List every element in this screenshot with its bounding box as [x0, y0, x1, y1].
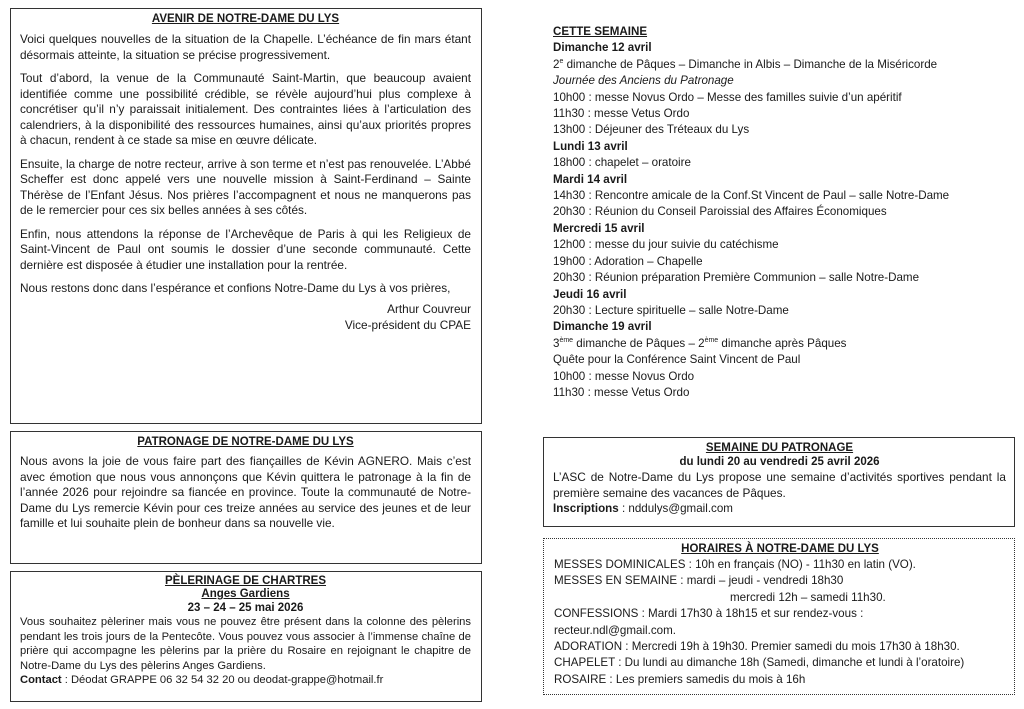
semaine-patronage-dates: du lundi 20 au vendredi 25 avril 2026	[679, 456, 880, 468]
horaires-line-3: mercredi 12h – samedi 11h30.	[730, 590, 886, 604]
semaine-line-19: 3ème dimanche de Pâques – 2ème dimanche après Pâques	[553, 336, 847, 350]
day-sunday-19: Dimanche 19 avril	[553, 320, 652, 334]
horaires-line-4: CONFESSIONS : Mardi 17h30 à 18h15 et sur rendez-vous :	[554, 607, 864, 621]
patronage-box	[10, 431, 482, 564]
chartres-box	[10, 571, 482, 702]
horaires-line-8: ROSAIRE : Les premiers samedis du mois à 16h	[554, 672, 806, 686]
day-tuesday-14: Mardi 14 avril	[553, 172, 628, 186]
semaine-title: CETTE SEMAINE	[553, 25, 648, 38]
patronage-text: Nous avons la joie de vous faire part des fiançailles de Kévin AGNERO. Mais c’est avec émotion que nous vous annonçons que Kévin quittera le patronage à la fin de l’année 2026 pour rejoindre sa fiancée en province. Toute la communauté de Notre-Dame du Lys remercie Kévin pour ces treize années au service des jeunes et de leur famille et lui souhaite plein de bonheur dans sa nouvelle vie.	[20, 454, 471, 530]
semaine-line-3: Journée des Anciens du Patronage	[553, 74, 734, 88]
horaires-line-7: CHAPELET : Du lundi au dimanche 18h (Samedi, dimanche et lundi à l’oratoire)	[554, 656, 965, 670]
semaine-line-4: 10h00 : messe Novus Ordo – Messe des familles suivie d’un apéritif	[553, 90, 902, 104]
horaires-title: HORAIRES À NOTRE-DAME DU LYS	[681, 543, 879, 555]
semaine-patronage-title: SEMAINE DU PATRONAGE	[705, 442, 854, 454]
horaires-line-2: MESSES EN SEMAINE : mardi – jeudi - vendredi 18h30	[554, 574, 844, 588]
semaine-line-2: 2e dimanche de Pâques – Dimanche in Albis – Dimanche de la Miséricorde	[553, 57, 938, 71]
inscriptions-email: : nddulys@gmail.com	[618, 502, 733, 515]
avenir-paragraph-2: Tout d’abord, la venue de la Communauté Saint-Martin, que beaucoup avaient identifiée comme une possibilité crédible, se révèle aujourd’hui plus complexe à concrétiser qu’il n’y paraissait initialement. Des contraintes liées à l’articulation des calendriers, à la disponibilité des ressources humaines, ainsi qu’aux priorités propres à chacun, rendent à ce stade sa mise en œuvre délicate.	[20, 71, 471, 147]
day-sunday-12: Dimanche 12 avril	[553, 41, 652, 55]
semaine-line-10: 14h30 : Rencontre amicale de la Conf.St Vincent de Paul – salle Notre-Dame	[553, 189, 950, 203]
semaine-line-15: 20h30 : Réunion préparation Première Communion – salle Notre-Dame	[553, 271, 920, 285]
avenir-title: AVENIR DE NOTRE-DAME DU LYS	[151, 13, 340, 25]
chartres-subtitle: Anges Gardiens	[201, 588, 290, 600]
semaine-line-21: 10h00 : messe Novus Ordo	[553, 369, 695, 383]
avenir-paragraph-4: Enfin, nous attendons la réponse de l’Archevêque de Paris à qui les Religieux de Saint-Vincent de Paul ont soumis le dossier d’une seconde communauté. Cette dernière est disposée à étudier une installation pour la rentrée.	[20, 226, 471, 272]
semaine-line-5: 11h30 : messe Vetus Ordo	[553, 107, 690, 121]
contact-label: Contact	[20, 674, 62, 687]
semaine-line-6: 13h00 : Déjeuner des Tréteaux du Lys	[553, 123, 750, 137]
inscriptions-label: Inscriptions	[553, 502, 619, 515]
day-monday-13: Lundi 13 avril	[553, 139, 628, 153]
day-thursday-16: Jeudi 16 avril	[553, 287, 627, 301]
signature-name: Arthur Couvreur	[387, 301, 471, 316]
semaine-patronage-inscriptions	[553, 501, 1006, 517]
avenir-paragraph-3: Ensuite, la charge de notre recteur, arrive à son terme et n’est pas renouvelée. L’Abbé Scheffer est donc appelé vers une nouvelle mission à Saint-Ferdinand – Sainte Thérèse de l’Enfant Jésus. Nos prières l’accompagnent et nous ne manquerons pas de le remercier pour ces six belles années à ses côtés.	[20, 156, 471, 217]
avenir-paragraph-1: Voici quelques nouvelles de la situation de la Chapelle. L’échéance de fin mars étant désormais atteinte, la situation se précise progressivement.	[20, 32, 471, 62]
semaine-line-13: 12h00 : messe du jour suivie du catéchisme	[553, 238, 779, 252]
semaine-line-22: 11h30 : messe Vetus Ordo	[553, 385, 690, 399]
contact-text: : Déodat GRAPPE 06 32 54 32 20 ou deodat-grappe@hotmail.fr	[61, 674, 384, 687]
chartres-contact	[20, 673, 471, 688]
semaine-line-20: Quête pour la Conférence Saint Vincent de Paul	[553, 353, 801, 367]
signature-role: Vice-président du CPAE	[344, 317, 471, 332]
avenir-box	[10, 8, 482, 424]
patronage-title: PATRONAGE DE NOTRE-DAME DU LYS	[137, 436, 354, 448]
horaires-line-6: ADORATION : Mercredi 19h à 19h30. Premier samedi du mois 17h30 à 18h30.	[554, 640, 960, 654]
horaires-line-5: recteur.ndl@gmail.com.	[554, 623, 676, 637]
semaine-line-14: 19h00 : Adoration – Chapelle	[553, 254, 703, 268]
semaine-section	[553, 24, 1013, 401]
horaires-line-1: MESSES DOMINICALES : 10h en français (NO) - 11h30 en latin (VO).	[554, 558, 916, 571]
chartres-text: Vous souhaitez pèleriner mais vous ne pouvez être présent dans la colonne des pèlerins pendant les trois jours de la Pentecôte. Vous pouvez vous associer à l’immense chaîne de prière qui accompagne les pèlerins par la prière du Rosaire en rejoignant le chapitre de Notre-Dame du Lys des pèlerins Anges Gardiens.	[20, 616, 471, 672]
semaine-line-8: 18h00 : chapelet – oratoire	[553, 156, 691, 170]
semaine-patronage-box	[543, 437, 1015, 527]
semaine-line-11: 20h30 : Réunion du Conseil Paroissial des Affaires Économiques	[553, 205, 887, 219]
chartres-dates: 23 – 24 – 25 mai 2026	[187, 602, 304, 614]
day-wednesday-15: Mercredi 15 avril	[553, 221, 645, 235]
semaine-line-17: 20h30 : Lecture spirituelle – salle Notre-Dame	[553, 303, 789, 317]
chartres-title: PÈLERINAGE DE CHARTRES	[164, 575, 327, 587]
avenir-paragraph-5: Nous restons donc dans l’espérance et confions Notre-Dame du Lys à vos prières,	[20, 281, 451, 295]
horaires-box	[543, 538, 1015, 695]
semaine-patronage-text: L’ASC de Notre-Dame du Lys propose une semaine d’activités sportives pendant la première semaine des vacances de Pâques.	[553, 470, 1006, 500]
